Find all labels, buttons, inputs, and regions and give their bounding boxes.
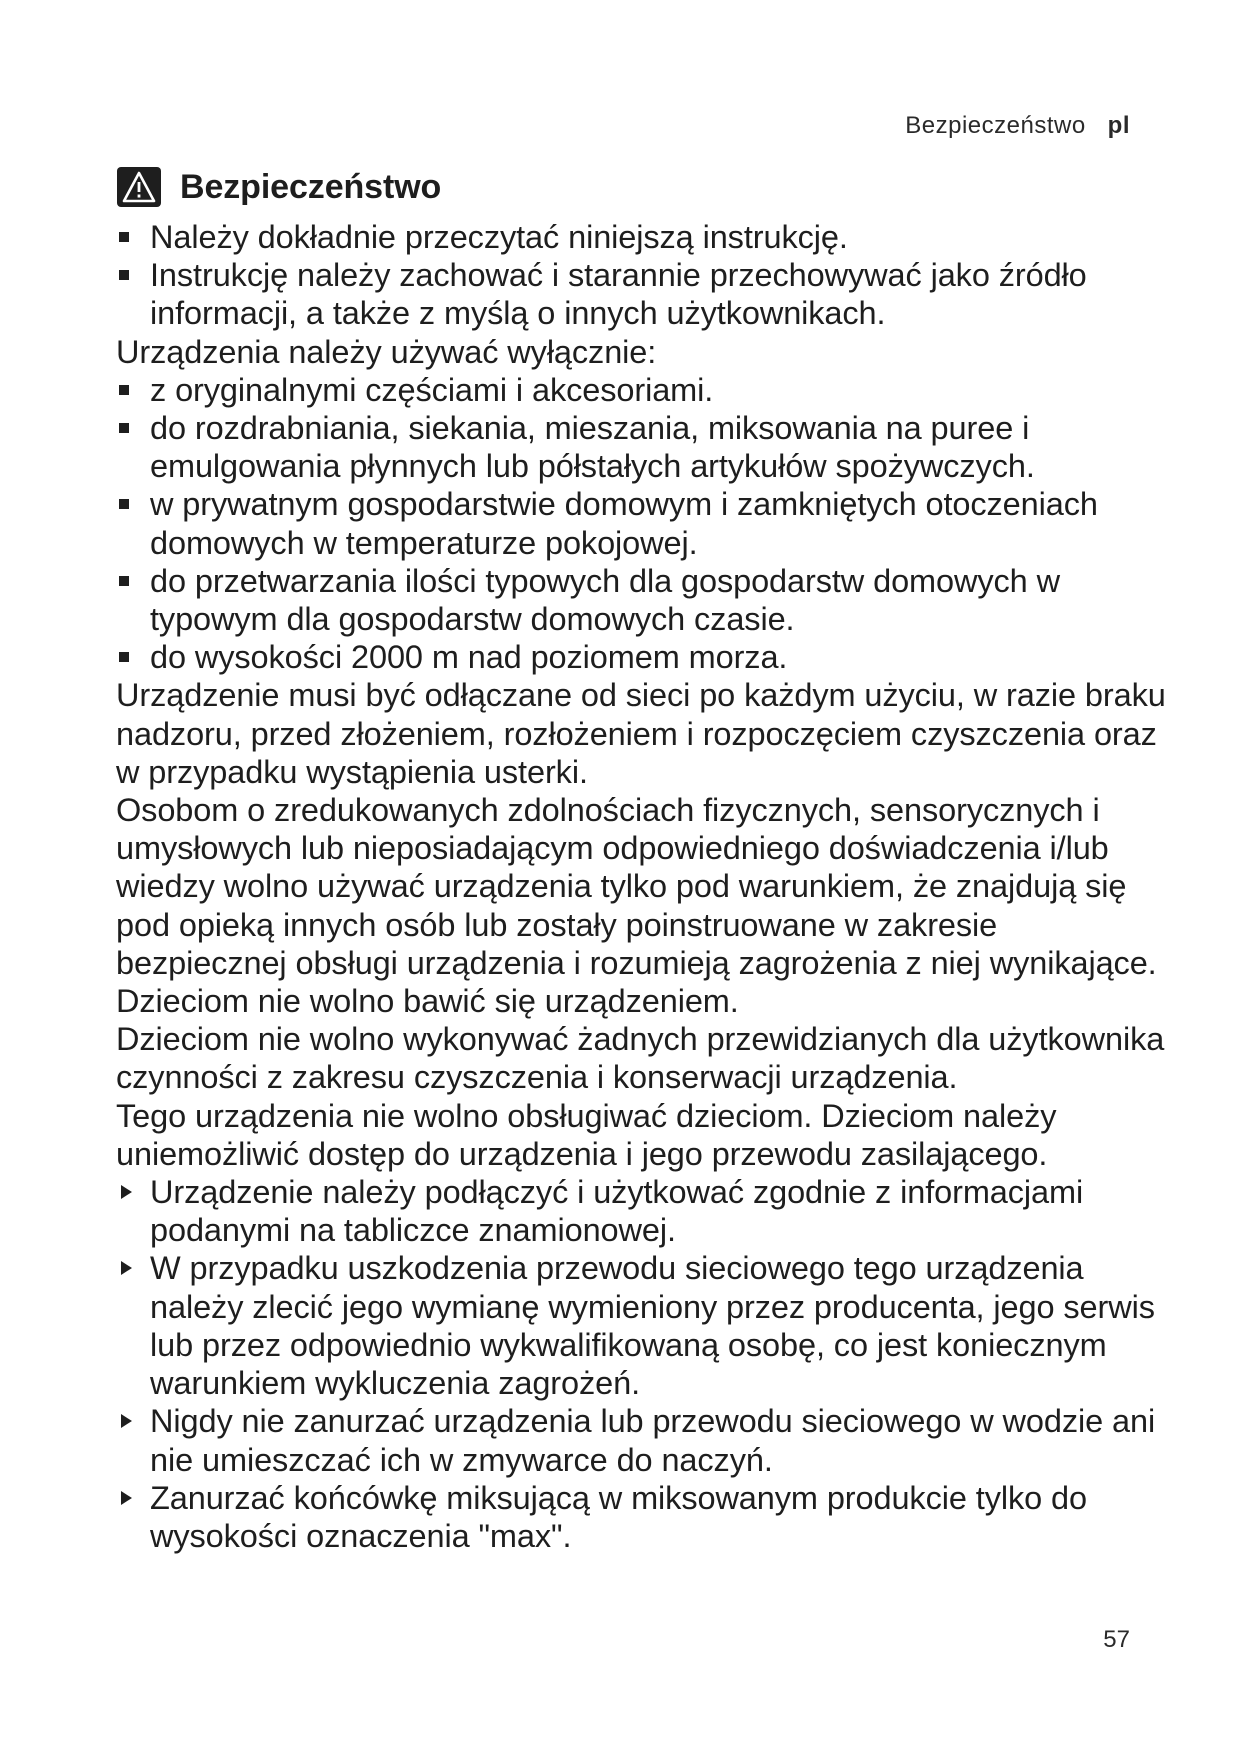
usage-heading: Urządzenia należy używać wyłącznie: bbox=[116, 333, 657, 370]
instruction-item: W przypadku uszkodzenia przewodu sieciowego tego urządzenia należy zlecić jego wymianę wymieniony przez producenta, jego serwis lub przez odpowiednio wykwalifikowaną osobę, co jest koniecznym warunkiem wykluczenia zagrożeń. bbox=[116, 1249, 1166, 1402]
instruction-item: Zanurzać końcówkę miksującą w miksowanym produkcie tylko do wysokości oznaczenia "max". bbox=[116, 1479, 1166, 1555]
paragraph: Tego urządzenia nie wolno obsługiwać dzieciom. Dzieciom należy uniemożliwić dostęp do urządzenia i jego przewodu zasilającego. bbox=[116, 1097, 1057, 1172]
header-language: pl bbox=[1107, 112, 1130, 139]
list-item: do wysokości 2000 m nad poziomem morza. bbox=[116, 638, 1166, 676]
running-header bbox=[905, 112, 1130, 140]
paragraph: Dzieciom nie wolno bawić się urządzeniem. bbox=[116, 983, 739, 1020]
paragraph: Urządzenie musi być odłączane od sieci po każdym użyciu, w razie braku nadzoru, przed złożeniem, rozłożeniem i rozpoczęciem czyszczenia oraz w przypadku wystąpienia usterki. bbox=[116, 677, 1166, 790]
paragraph: Dzieciom nie wolno wykonywać żadnych przewidzianych dla użytkownika czynności z zakresu czyszczenia i konserwacji urządzenia. bbox=[116, 1021, 1165, 1096]
section-title: Bezpieczeństwo bbox=[180, 167, 442, 206]
list-item: do rozdrabniania, siekania, mieszania, miksowania na puree i emulgowania płynnych lub półstałych artykułów spożywczych. bbox=[116, 409, 1166, 485]
header-section: Bezpieczeństwo bbox=[905, 112, 1086, 139]
intro-list bbox=[116, 218, 1166, 333]
page-number: 57 bbox=[1103, 1626, 1130, 1653]
list-item: do przetwarzania ilości typowych dla gospodarstw domowych w typowym dla gospodarstw domowych czasie. bbox=[116, 562, 1166, 638]
section-heading bbox=[116, 162, 1166, 212]
list-item: Należy dokładnie przeczytać niniejszą instrukcję. bbox=[116, 218, 1166, 256]
usage-list bbox=[116, 371, 1166, 677]
instruction-list bbox=[116, 1173, 1166, 1555]
paragraph: Osobom o zredukowanych zdolnościach fizycznych, sensorycznych i umysłowych lub nieposiadającym odpowiedniego doświadczenia i/lub wiedzy wolno używać urządzenia tylko pod warunkiem, że znajdują się pod opieką innych osób lub zostały poinstruowane w zakresie bezpiecznej obsługi urządzenia i rozumieją zagrożenia z niej wynikające. bbox=[116, 792, 1157, 981]
warning-triangle-icon bbox=[116, 166, 162, 208]
list-item: Instrukcję należy zachować i starannie przechowywać jako źródło informacji, a także z myślą o innych użytkownikach. bbox=[116, 256, 1166, 332]
list-item: z oryginalnymi częściami i akcesoriami. bbox=[116, 371, 1166, 409]
instruction-item: Urządzenie należy podłączyć i użytkować zgodnie z informacjami podanymi na tabliczce znamionowej. bbox=[116, 1173, 1166, 1249]
list-item: w prywatnym gospodarstwie domowym i zamkniętych otoczeniach domowych w temperaturze pokojowej. bbox=[116, 485, 1166, 561]
safety-section bbox=[116, 162, 1166, 1555]
instruction-item: Nigdy nie zanurzać urządzenia lub przewodu sieciowego w wodzie ani nie umieszczać ich w zmywarce do naczyń. bbox=[116, 1402, 1166, 1478]
